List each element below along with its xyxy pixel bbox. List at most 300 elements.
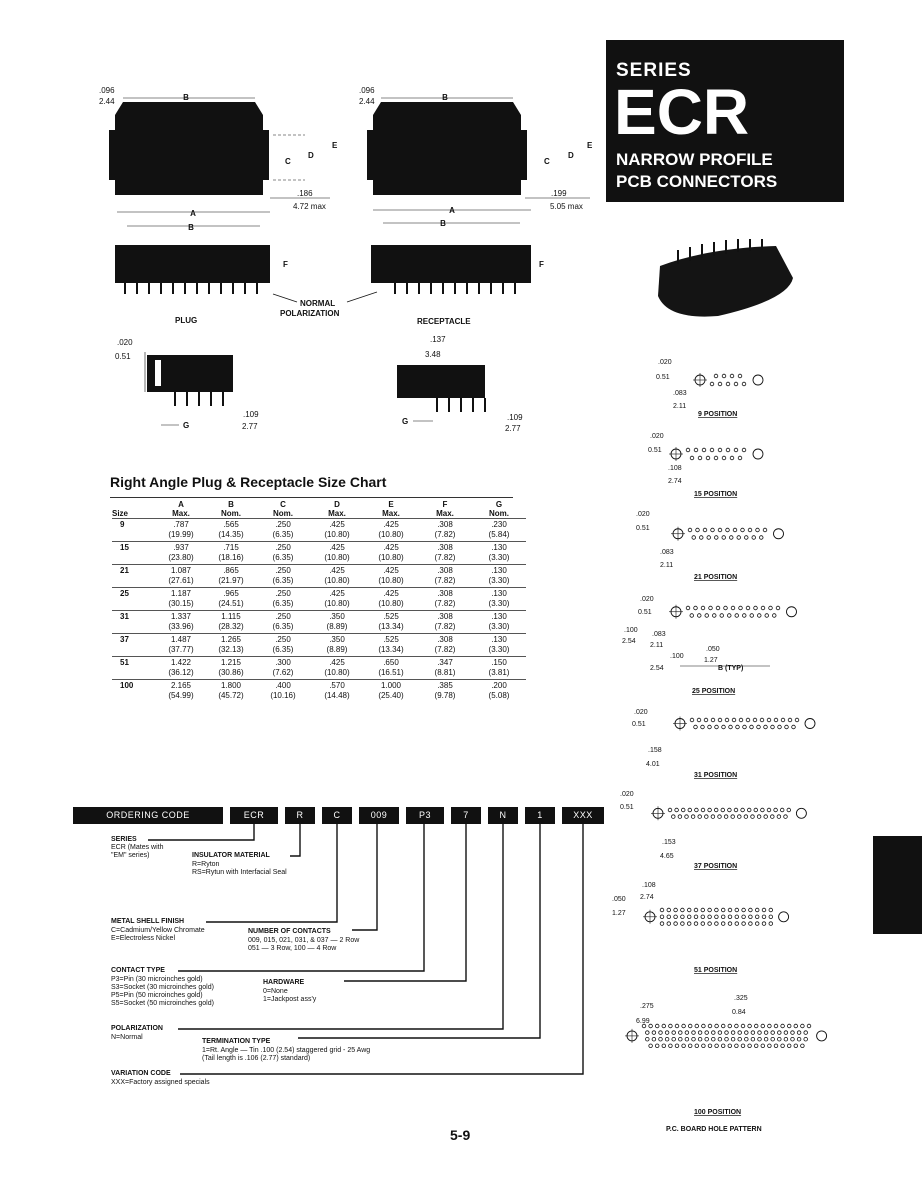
pin-hole [726, 448, 730, 452]
pin-hole [741, 808, 745, 812]
svg-text:0.51: 0.51 [620, 804, 634, 811]
pin-hole [649, 1024, 653, 1028]
value-cell: .350 (8.89) [310, 634, 364, 657]
svg-text:2.54: 2.54 [622, 638, 636, 645]
pin-hole [735, 915, 739, 919]
dim-d: D [308, 151, 314, 160]
code-box-insulator: R [285, 807, 315, 824]
svg-text:.275: .275 [640, 1003, 654, 1010]
value-cell: 2.165 (54.99) [156, 680, 206, 703]
dim-plug-020: .020 [117, 338, 133, 347]
pin-hole [755, 922, 759, 926]
pin-hole [737, 536, 741, 540]
pin-hole [681, 922, 685, 926]
value-cell: .250 (6.35) [256, 519, 310, 542]
pin-hole [762, 922, 766, 926]
pin-hole [756, 528, 760, 532]
code-box-metal: C [322, 807, 352, 824]
value-cell: .650 (16.51) [364, 657, 418, 680]
svg-text:.108: .108 [668, 465, 682, 472]
pin-hole [754, 606, 758, 610]
pin-hole [688, 1024, 692, 1028]
pin-hole [691, 815, 695, 819]
pin-hole [710, 448, 714, 452]
svg-text:2.11: 2.11 [673, 403, 687, 410]
pin-hole [728, 1024, 732, 1028]
value-cell: .425 (10.80) [364, 588, 418, 611]
pin-hole [755, 908, 759, 912]
svg-text:0.51: 0.51 [648, 447, 662, 454]
pin-hole [738, 1031, 742, 1035]
value-cell: .525 (13.34) [364, 611, 418, 634]
pin-hole [751, 1031, 755, 1035]
plug-side-view [99, 86, 338, 211]
pin-hole [705, 1031, 709, 1035]
pin-hole [788, 718, 792, 722]
svg-text:6.99: 6.99 [636, 1018, 650, 1025]
pin-hole [761, 1024, 765, 1028]
pin-hole [716, 606, 720, 610]
svg-text:.050: .050 [706, 646, 720, 653]
pin-hole [698, 1031, 702, 1035]
pin-hole [726, 382, 730, 386]
pin-hole [692, 536, 696, 540]
pin-hole [707, 536, 711, 540]
pin-hole [781, 1024, 785, 1028]
pin-hole [742, 614, 746, 618]
mounting-hole [787, 607, 797, 617]
pin-hole [715, 922, 719, 926]
pin-hole [725, 1037, 729, 1041]
pin-hole [784, 1031, 788, 1035]
pin-hole [688, 808, 692, 812]
value-cell: .425 (10.80) [310, 519, 364, 542]
svg-text:.020: .020 [650, 433, 664, 440]
pin-hole [715, 725, 719, 729]
value-cell: .425 (10.80) [310, 657, 364, 680]
pin-hole [771, 815, 775, 819]
pin-hole [681, 915, 685, 919]
value-cell: .350 (8.89) [310, 611, 364, 634]
pin-hole [801, 1044, 805, 1048]
size-cell: 37 [112, 634, 156, 657]
pin-hole [709, 606, 713, 610]
svg-text:0.51: 0.51 [636, 525, 650, 532]
pattern-37 [651, 806, 806, 820]
pin-hole [769, 908, 773, 912]
value-cell: .130 (3.30) [472, 565, 526, 588]
value-cell: .150 (3.81) [472, 657, 526, 680]
pattern-21 [671, 527, 784, 541]
receptacle-side-view [359, 86, 593, 211]
pin-hole [727, 614, 731, 618]
pin-hole [679, 1031, 683, 1035]
pin-hole [769, 915, 773, 919]
hole-patterns [610, 350, 840, 1120]
pin-hole [744, 815, 748, 819]
plug-end-view [115, 338, 259, 431]
pin-hole [695, 808, 699, 812]
svg-text:.108: .108 [642, 882, 656, 889]
pin-hole [706, 456, 710, 460]
pin-hole [701, 908, 705, 912]
ordering-leader-lines [100, 824, 610, 1084]
mounting-hole [774, 529, 784, 539]
header-e: E Max. [382, 500, 400, 518]
pin-hole [701, 606, 705, 610]
value-cell: .525 (13.34) [364, 634, 418, 657]
pin-hole [660, 915, 664, 919]
pin-hole [787, 1044, 791, 1048]
pin-hole [697, 718, 701, 722]
mounting-hole [805, 719, 815, 729]
pin-hole [721, 1024, 725, 1028]
value-cell: .565 (14.35) [206, 519, 256, 542]
pin-hole [702, 1044, 706, 1048]
pin-hole [692, 1031, 696, 1035]
insulator-title: INSULATOR MATERIAL [192, 852, 270, 859]
value-cell: .300 (7.62) [256, 657, 310, 680]
pin-hole [704, 718, 708, 722]
dim-g-rec: G [402, 417, 409, 426]
mounting-hole [753, 449, 763, 459]
pin-hole [697, 614, 701, 618]
pin-hole [751, 815, 755, 819]
dim-rec-096: .096 [359, 86, 375, 95]
dim-plug-244: 2.44 [99, 97, 115, 106]
pin-hole [749, 908, 753, 912]
pin-hole [646, 1037, 650, 1041]
dim-plug-096: .096 [99, 86, 115, 95]
pin-hole [674, 922, 678, 926]
pin-hole [742, 448, 746, 452]
header-b: B Nom. [221, 500, 241, 518]
pin-hole [795, 718, 799, 722]
pin-hole [696, 528, 700, 532]
pin-hole [758, 1031, 762, 1035]
pin-hole [794, 1044, 798, 1048]
pin-hole [679, 1037, 683, 1041]
pin-hole [672, 815, 676, 819]
code-box-contact-type: P3 [406, 807, 444, 824]
svg-text:.050: .050 [612, 896, 626, 903]
pin-hole [752, 536, 756, 540]
svg-text:4.65: 4.65 [660, 853, 674, 860]
connector-photo [648, 238, 798, 328]
pin-hole [804, 1031, 808, 1035]
pin-hole [721, 915, 725, 919]
pin-hole [708, 908, 712, 912]
pattern-100 [625, 1024, 827, 1047]
pin-hole [772, 614, 776, 618]
pin-hole [694, 725, 698, 729]
pin-hole [722, 725, 726, 729]
pin-hole [750, 614, 754, 618]
svg-text:4.01: 4.01 [646, 761, 660, 768]
pin-hole [742, 382, 746, 386]
pin-hole [718, 1031, 722, 1035]
pin-hole [747, 808, 751, 812]
pin-hole [682, 1024, 686, 1028]
dim-g-plug: G [183, 421, 190, 430]
svg-text:D: D [568, 151, 574, 160]
series-option-title: SERIES [111, 836, 137, 843]
pin-hole [649, 1044, 653, 1048]
pin-hole [708, 1024, 712, 1028]
pin-hole [687, 922, 691, 926]
svg-text:.020: .020 [634, 709, 648, 716]
svg-text:2.74: 2.74 [668, 478, 682, 485]
pin-hole [659, 1037, 663, 1041]
value-cell: 1.187 (30.15) [156, 588, 206, 611]
svg-text:.100: .100 [624, 627, 638, 634]
pin-hole [695, 1044, 699, 1048]
pin-hole [778, 1037, 782, 1041]
pin-hole [732, 718, 736, 722]
pin-hole [801, 1024, 805, 1028]
value-cell: .347 (8.81) [418, 657, 472, 680]
pin-hole [669, 1044, 673, 1048]
variation-title: VARIATION CODE [111, 1070, 171, 1077]
plug-top-view [115, 209, 288, 325]
metal-shell-body: C=Cadmium/Yellow Chromate E=Electroless Nickel [111, 927, 205, 942]
pin-hole [735, 908, 739, 912]
value-cell: .965 (24.51) [206, 588, 256, 611]
chart-rule [110, 497, 513, 498]
dim-plug-277: 2.77 [242, 422, 258, 431]
normal-label: NORMAL [300, 299, 336, 308]
pin-hole [728, 908, 732, 912]
pin-hole [743, 725, 747, 729]
pin-hole [739, 718, 743, 722]
value-cell: .308 (7.82) [418, 565, 472, 588]
size-cell: 9 [112, 519, 156, 542]
pin-hole [667, 915, 671, 919]
dim-rec-244: 2.44 [359, 97, 375, 106]
pin-hole [701, 725, 705, 729]
dim-plug-186: .186 [297, 189, 313, 198]
value-cell: .715 (18.16) [206, 542, 256, 565]
ordering-code-label: ORDERING CODE [73, 807, 223, 824]
receptacle-top-view [371, 206, 544, 326]
pin-hole [731, 1031, 735, 1035]
pattern-9 [693, 373, 763, 387]
size-row [112, 588, 526, 611]
svg-text:.083: .083 [652, 631, 666, 638]
insulator-body: R=Ryton RS=Rytun with Interfacial Seal [192, 861, 287, 876]
pin-hole [722, 374, 726, 378]
termination-body: 1=Rt. Angle — Tin .100 (2.54) staggered grid - 25 Awg (Tail length is .106 (2.77) standard) [202, 1047, 371, 1062]
pin-hole [675, 808, 679, 812]
pin-hole [718, 718, 722, 722]
pin-hole [746, 606, 750, 610]
svg-text:E: E [587, 141, 593, 150]
pin-hole [745, 1031, 749, 1035]
pin-hole [705, 614, 709, 618]
pin-hole [741, 1044, 745, 1048]
value-cell: 1.422 (36.12) [156, 657, 206, 680]
dim-rec-199: .199 [551, 189, 567, 198]
svg-text:.083: .083 [660, 549, 674, 556]
value-cell: .425 (10.80) [364, 519, 418, 542]
code-box-hardware: 7 [451, 807, 481, 824]
pin-hole [778, 1031, 782, 1035]
series-code: ECR [614, 76, 750, 148]
value-cell: .308 (7.82) [418, 519, 472, 542]
pin-hole [694, 915, 698, 919]
pattern-31 [673, 717, 815, 731]
dim-f: F [283, 260, 288, 269]
pin-hole [698, 1037, 702, 1041]
pin-hole [764, 815, 768, 819]
pin-hole [655, 1024, 659, 1028]
pin-hole [687, 915, 691, 919]
metal-shell-title: METAL SHELL FINISH [111, 918, 185, 925]
pin-hole [662, 1024, 666, 1028]
pin-hole [652, 1031, 656, 1035]
value-cell: .425 (10.80) [310, 542, 364, 565]
pin-hole [685, 815, 689, 819]
pin-hole [681, 808, 685, 812]
value-cell: .425 (10.80) [310, 588, 364, 611]
pin-hole [739, 606, 743, 610]
receptacle-label: RECEPTACLE [417, 317, 471, 326]
pin-hole [698, 815, 702, 819]
svg-text:1.27: 1.27 [612, 910, 626, 917]
dim-a: A [190, 209, 196, 218]
code-box-contacts: 009 [359, 807, 399, 824]
pin-hole [765, 614, 769, 618]
pin-hole [733, 528, 737, 532]
pattern-25 [669, 605, 797, 619]
pin-hole [804, 1037, 808, 1041]
pin-hole [761, 606, 765, 610]
value-cell: .425 (10.80) [364, 542, 418, 565]
svg-text:F: F [539, 260, 544, 269]
size-chart-table [112, 500, 526, 702]
value-cell: .130 (3.30) [472, 588, 526, 611]
value-cell: .250 (6.35) [256, 611, 310, 634]
pin-hole [736, 725, 740, 729]
pin-hole [646, 1031, 650, 1035]
svg-text:B: B [440, 219, 446, 228]
dim-c: C [285, 157, 291, 166]
svg-text:A: A [449, 206, 455, 215]
pin-hole [715, 1024, 719, 1028]
pin-hole [711, 528, 715, 532]
pin-hole [762, 915, 766, 919]
value-cell: 1.087 (27.61) [156, 565, 206, 588]
pin-hole [708, 725, 712, 729]
header-f: F Max. [436, 500, 454, 518]
pin-hole [780, 808, 784, 812]
value-cell: .308 (7.82) [418, 588, 472, 611]
pin-hole [778, 725, 782, 729]
pin-hole [731, 606, 735, 610]
pattern-15 [669, 447, 763, 461]
value-cell: 1.800 (45.72) [206, 680, 256, 703]
pin-hole [718, 1037, 722, 1041]
pin-hole [742, 908, 746, 912]
pin-hole [725, 718, 729, 722]
pin-hole [748, 528, 752, 532]
pin-hole [745, 1037, 749, 1041]
pin-hole [721, 808, 725, 812]
dim-b: B [183, 93, 189, 102]
pattern-51 [643, 908, 789, 925]
series-title-block [606, 40, 844, 202]
value-cell: .250 (6.35) [256, 565, 310, 588]
pin-hole [728, 1044, 732, 1048]
pin-hole [738, 1037, 742, 1041]
pin-hole [767, 718, 771, 722]
pin-hole [694, 908, 698, 912]
pin-hole [688, 528, 692, 532]
pin-hole [761, 808, 765, 812]
label-9-position: 9 POSITION [698, 411, 738, 418]
svg-text:.020: .020 [640, 596, 654, 603]
pin-hole [764, 725, 768, 729]
pin-hole [729, 536, 733, 540]
size-row [112, 657, 526, 680]
pin-hole [681, 908, 685, 912]
dim-e: E [332, 141, 338, 150]
mounting-hole [779, 912, 789, 922]
size-cell: 25 [112, 588, 156, 611]
pin-hole [667, 908, 671, 912]
size-cell: 31 [112, 611, 156, 634]
pin-hole [787, 1024, 791, 1028]
value-cell: .425 (10.80) [364, 565, 418, 588]
pin-hole [742, 915, 746, 919]
dim-rec-109: .109 [507, 413, 523, 422]
pin-hole [757, 614, 761, 618]
pin-hole [690, 718, 694, 722]
pin-hole [750, 725, 754, 729]
pin-hole [738, 456, 742, 460]
pin-hole [768, 1024, 772, 1028]
pin-hole [792, 725, 796, 729]
svg-text:.153: .153 [662, 839, 676, 846]
value-cell: .250 (6.35) [256, 588, 310, 611]
pin-hole [730, 374, 734, 378]
pin-hole [708, 1044, 712, 1048]
svg-text:0.51: 0.51 [638, 609, 652, 616]
polarization-body: N=Normal [111, 1034, 143, 1041]
size-cell: 21 [112, 565, 156, 588]
label-25-position: 25 POSITION [692, 688, 736, 695]
pin-hole [674, 908, 678, 912]
pin-hole [702, 1024, 706, 1028]
size-row [112, 565, 526, 588]
subtitle-line-2: PCB CONNECTORS [616, 172, 778, 191]
size-cell: 15 [112, 542, 156, 565]
value-cell: .230 (5.84) [472, 519, 526, 542]
pin-hole [730, 456, 734, 460]
pin-hole [687, 908, 691, 912]
pin-hole [675, 1044, 679, 1048]
dim-plug-109: .109 [243, 410, 259, 419]
svg-text:.020: .020 [658, 359, 672, 366]
svg-text:0.84: 0.84 [732, 1009, 746, 1016]
pin-hole [686, 606, 690, 610]
size-row [112, 519, 526, 542]
pin-hole [754, 808, 758, 812]
label-21-position: 21 POSITION [694, 574, 738, 581]
pin-hole [662, 1044, 666, 1048]
svg-text:B (TYP): B (TYP) [718, 665, 744, 672]
pin-hole [744, 536, 748, 540]
